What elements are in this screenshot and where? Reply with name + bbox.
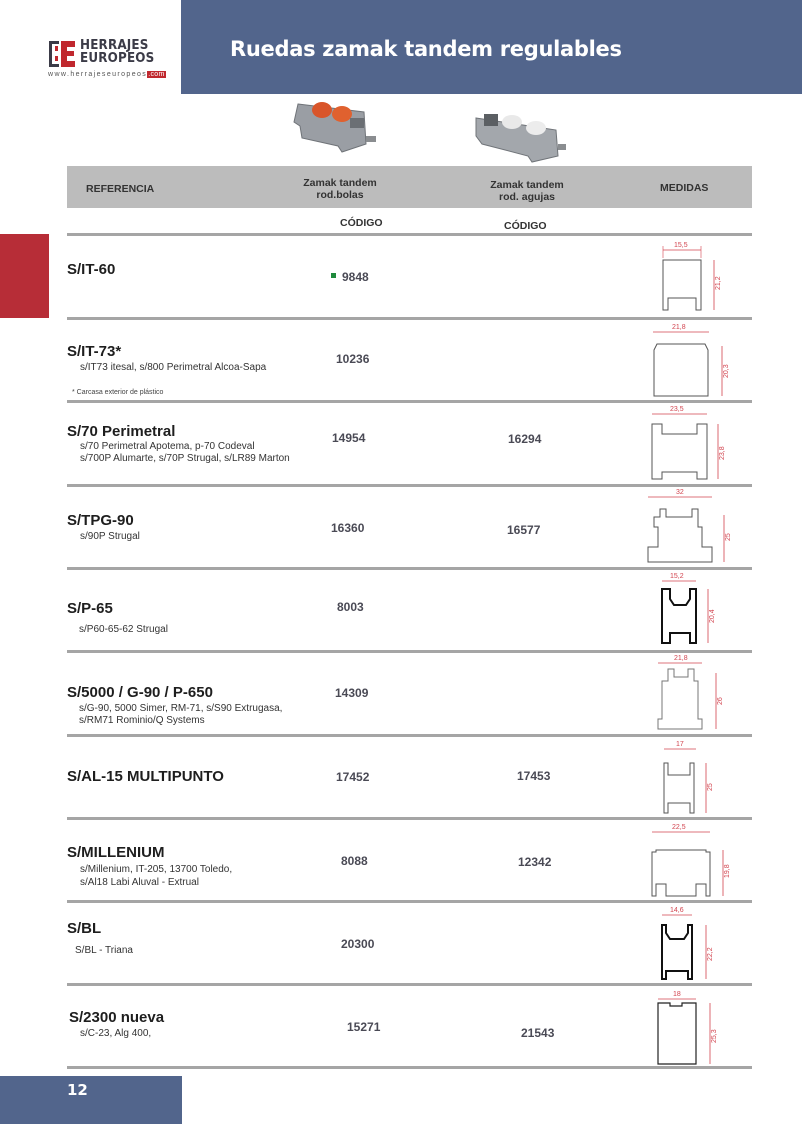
code-rod-bolas	[331, 270, 369, 284]
header-codigo-agujas: CÓDIGO	[504, 220, 547, 232]
reference-description: s/IT73 itesal, s/800 Perimetral Alcoa-Sapa	[80, 362, 267, 373]
profile-drawing-it60	[640, 238, 730, 316]
width-dimension: 15,5	[674, 242, 688, 249]
brand-url-prefix: www.herrajeseuropeos	[48, 71, 148, 78]
profile-drawing-tpg90	[640, 487, 740, 567]
reference-name: S/MILLENIUM	[67, 844, 165, 861]
width-dimension: 21,8	[674, 655, 688, 662]
height-dimension: 26	[717, 697, 724, 705]
reference-note: * Carcasa exterior de plástico	[72, 389, 164, 396]
reference-description: s/Millenium, IT-205, 13700 Toledo,	[80, 864, 233, 875]
reference-name: S/5000 / G-90 / P-650	[67, 684, 213, 701]
height-dimension: 21,2	[715, 276, 722, 290]
code-rod-agujas: 12342	[518, 855, 552, 869]
product-image-rod-bolas	[292, 96, 382, 156]
header-rod-bolas-line1: Zamak tandem	[303, 177, 377, 189]
product-image-rod-agujas	[472, 106, 572, 166]
height-dimension: 19,8	[724, 864, 731, 878]
height-dimension: 22,2	[707, 947, 714, 961]
reference-name: S/AL-15 MULTIPUNTO	[67, 768, 224, 785]
row-divider	[67, 233, 752, 236]
reference-name: S/IT-60	[67, 261, 116, 278]
height-dimension: 23,8	[719, 446, 726, 460]
brand-line1: HERRAJES	[80, 38, 149, 53]
code-rod-bolas: 10236	[336, 352, 370, 366]
row-divider	[67, 983, 752, 986]
reference-description: s/Al18 Labi Aluval - Extrual	[80, 877, 199, 888]
reference-description: s/C-23, Alg 400,	[80, 1028, 152, 1039]
height-dimension: 20,3	[723, 364, 730, 378]
reference-name: S/P-65	[67, 600, 113, 617]
reference-description: s/90P Strugal	[80, 531, 140, 542]
title-bar	[181, 0, 802, 94]
width-dimension: 23,5	[670, 406, 684, 413]
section-tab	[0, 234, 49, 318]
reference-description: s/70 Perimetral Apotema, p-70 Codeval	[80, 441, 255, 452]
profile-drawing-al15	[640, 737, 730, 817]
profile-drawing-5000	[640, 653, 730, 733]
reference-name: S/70 Perimetral	[67, 423, 176, 440]
profile-drawing-bl	[640, 903, 730, 983]
reference-name: S/2300 nueva	[69, 1009, 165, 1026]
height-dimension: 20,4	[709, 609, 716, 623]
code-rod-bolas: 8088	[341, 854, 368, 868]
page-title: Ruedas zamak tandem regulables	[230, 37, 622, 61]
profile-drawing-p65	[640, 569, 730, 649]
width-dimension: 22,5	[672, 824, 686, 831]
brand-name	[80, 39, 154, 65]
header-rod-bolas-line2: rod.bolas	[316, 189, 364, 201]
reference-name: S/IT-73*	[67, 343, 122, 360]
profile-drawing-it73	[640, 320, 735, 400]
header-rod-agujas	[477, 179, 577, 203]
code-rod-agujas: 16577	[507, 523, 541, 537]
width-dimension: 17	[676, 741, 684, 748]
brand-url-suffix: .com	[148, 71, 165, 78]
code-rod-agujas: 16294	[508, 432, 542, 446]
width-dimension: 18	[673, 991, 681, 998]
height-dimension: 25,3	[711, 1029, 718, 1043]
reference-description: s/700P Alumarte, s/70P Strugal, s/LR89 Marton	[80, 453, 290, 464]
reference-description: s/RM71 Rominio/Q Systems	[79, 715, 205, 726]
code-rod-bolas: 16360	[331, 521, 365, 535]
brand-logo	[48, 40, 168, 80]
code-rod-bolas: 20300	[341, 937, 375, 951]
brand-line2: EUROPEOS	[80, 51, 155, 66]
header-rod-agujas-line1: Zamak tandem	[490, 179, 564, 191]
reference-name: S/BL	[67, 920, 102, 937]
page-number: 12	[67, 1081, 88, 1099]
code-rod-bolas: 17452	[336, 770, 370, 784]
new-item-marker-icon	[331, 273, 336, 278]
code-rod-bolas: 14309	[335, 686, 369, 700]
table-header	[67, 166, 752, 208]
profile-drawing-70-perimetral	[640, 402, 735, 482]
reference-description: s/G-90, 5000 Simer, RM-71, s/S90 Extrugasa,	[79, 703, 283, 714]
code-rod-bolas: 14954	[332, 431, 366, 445]
header-referencia: REFERENCIA	[86, 183, 155, 195]
code-rod-bolas: 15271	[347, 1020, 381, 1034]
he-logo-icon	[48, 40, 76, 68]
width-dimension: 14,6	[670, 907, 684, 914]
brand-url[interactable]	[48, 71, 166, 78]
code-rod-bolas: 8003	[337, 600, 364, 614]
width-dimension: 15,2	[670, 573, 684, 580]
reference-description: S/BL - Triana	[75, 945, 133, 956]
height-dimension: 25	[707, 783, 714, 791]
code-rod-agujas: 17453	[517, 769, 551, 783]
profile-drawing-millenium	[640, 820, 740, 900]
header-rod-bolas	[290, 177, 390, 201]
profile-drawing-2300	[640, 987, 730, 1067]
height-dimension: 25	[725, 533, 732, 541]
code-rod-agujas: 21543	[521, 1026, 555, 1040]
header-codigo-bolas: CÓDIGO	[340, 217, 383, 229]
reference-description: s/P60-65-62 Strugal	[79, 624, 168, 635]
reference-name: S/TPG-90	[67, 512, 134, 529]
header-rod-agujas-line2: rod. agujas	[498, 191, 555, 203]
width-dimension: 21,8	[672, 324, 686, 331]
code-value: 9848	[342, 270, 369, 284]
page-footer	[0, 1076, 182, 1124]
header-medidas: MEDIDAS	[660, 182, 709, 194]
width-dimension: 32	[676, 489, 684, 496]
